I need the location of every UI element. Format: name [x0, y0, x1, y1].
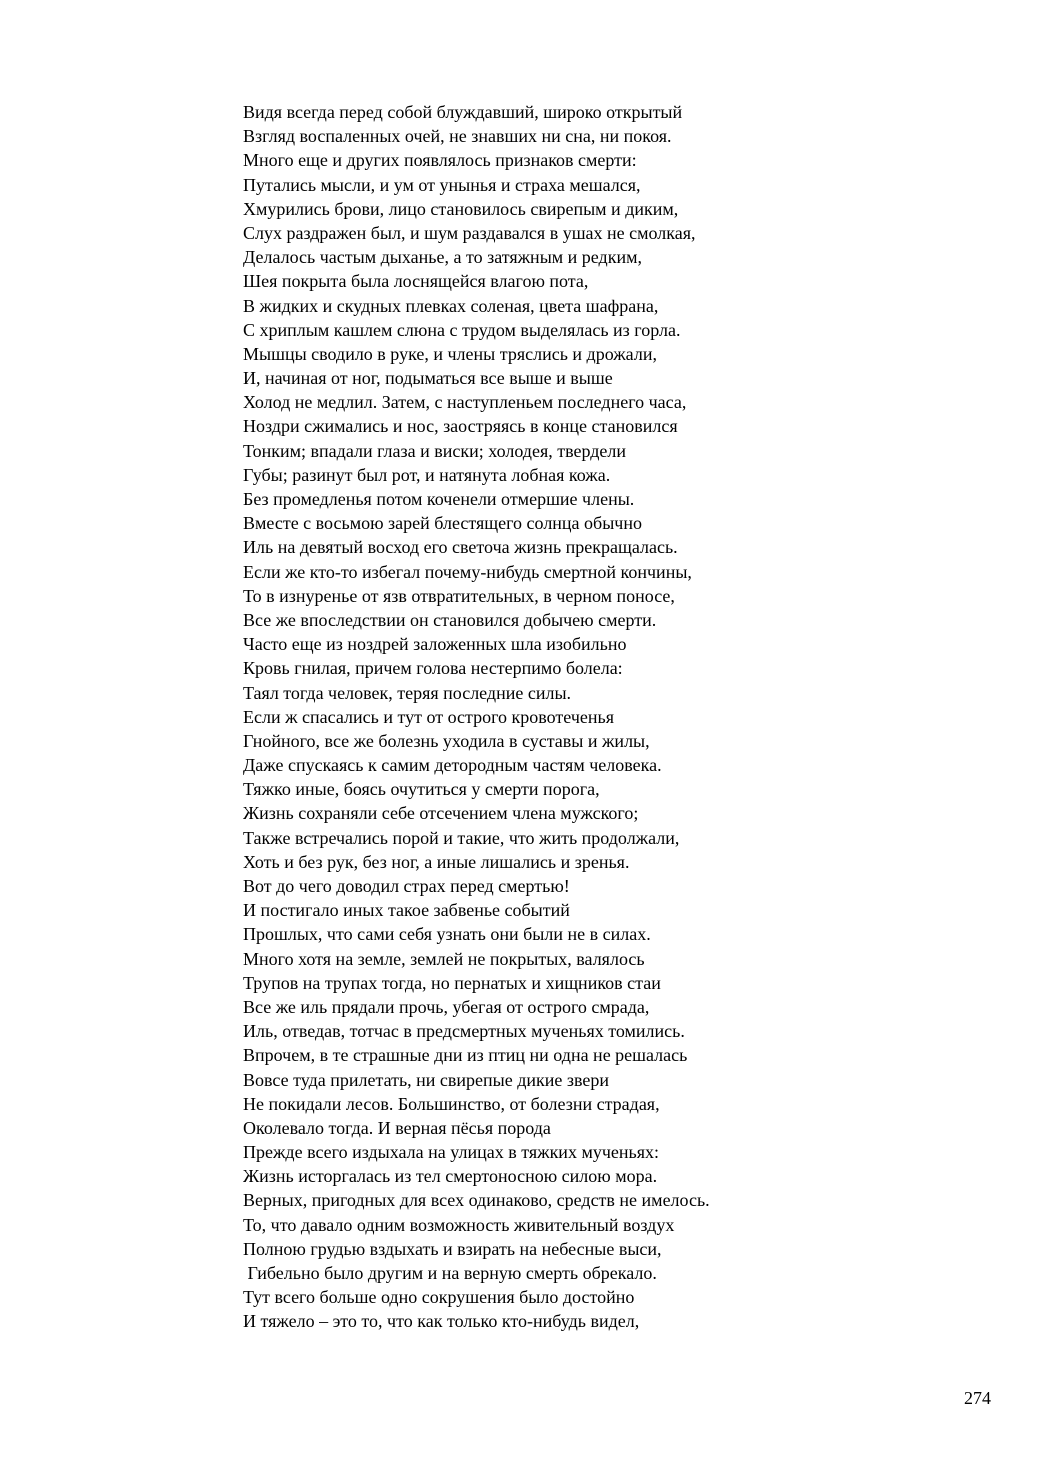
- poem-line: Вместе с восьмою зарей блестящего солнца обычно: [243, 513, 642, 534]
- poem-line: Тут всего больше одно сокрушения было достойно: [243, 1287, 635, 1308]
- poem-line: В жидких и скудных плевках соленая, цвета шафрана,: [243, 295, 659, 316]
- page-number: 274: [964, 1388, 991, 1408]
- poem-line: С хриплым кашлем слюна с трудом выделялась из горла.: [243, 319, 681, 340]
- poem-line: Много хотя на земле, землей не покрытых, валялось: [243, 948, 645, 969]
- poem-line: И, начиная от ног, подыматься все выше и выше: [243, 368, 613, 389]
- poem-line: Кровь гнилая, причем голова нестерпимо болела:: [243, 658, 623, 679]
- poem-line: Все же иль прядали прочь, убегая от острого смрада,: [243, 996, 650, 1017]
- poem-line: Иль, отведав, тотчас в предсмертных мученьях томились.: [243, 1021, 685, 1042]
- poem-line: Путались мысли, и ум от унынья и страха мешался,: [243, 174, 641, 195]
- poem-line: Слух раздражен был, и шум раздавался в ушах не смолкая,: [243, 222, 696, 243]
- poem-line: Тонким; впадали глаза и виски; холодея, твердели: [243, 440, 627, 461]
- poem-line: Если ж спасались и тут от острого кровотеченья: [243, 706, 614, 727]
- poem-line: Хмурились брови, лицо становилось свирепым и диким,: [243, 198, 679, 219]
- poem-line: Шея покрыта была лоснящейся влагою пота,: [243, 271, 589, 292]
- poem-line: Впрочем, в те страшные дни из птиц ни одна не решалась: [243, 1045, 688, 1066]
- poem-line: Полною грудью вздыхать и взирать на небесные выси,: [243, 1238, 662, 1259]
- poem-line: Вот до чего доводил страх перед смертью!: [243, 876, 570, 896]
- poem-line: Прошлых, что сами себя узнать они были не в силах.: [243, 924, 651, 945]
- poem-line: То в изнуренье от язв отвратительных, в черном поносе,: [243, 585, 675, 606]
- poem-line: Не покидали лесов. Большинство, от болезни страдая,: [243, 1093, 660, 1114]
- poem-line: И тяжело – это то, что как только кто-нибудь видел,: [243, 1311, 640, 1332]
- poem-line: Холод не медлил. Затем, с наступленьем последнего часа,: [243, 392, 687, 413]
- poem-line: И постигало иных такое забвенье событий: [243, 900, 570, 921]
- poem-line: Хоть и без рук, без ног, а иные лишались и зренья.: [243, 851, 630, 872]
- poem-line: Тяжко иные, боясь очутиться у смерти порога,: [243, 779, 600, 800]
- poem-line: Околевало тогда. И верная пёсья порода: [243, 1117, 551, 1138]
- poem-line: Взгляд воспаленных очей, не знавших ни сна, ни покоя.: [243, 126, 672, 147]
- poem-line: Также встречались порой и такие, что жить продолжали,: [243, 827, 680, 848]
- poem-line: Жизнь сохраняли себе отсечением члена мужского;: [243, 803, 639, 824]
- poem-line: Видя всегда перед собой блуждавший, широко открытый: [243, 102, 683, 122]
- poem-line: Если же кто-то избегал почему-нибудь смертной кончины,: [243, 561, 692, 582]
- poem-line: Гибельно было другим и на верную смерть обрекало.: [243, 1263, 657, 1283]
- poem-line: Даже спускаясь к самим детородным частям человека.: [243, 755, 662, 776]
- poem-line: Ноздри сжимались и нос, заостряясь в конце становился: [243, 416, 678, 437]
- poem-line: Жизнь исторгалась из тел смертоносною силою мора.: [243, 1166, 658, 1187]
- poem-line: Прежде всего издыхала на улицах в тяжких мученьях:: [243, 1142, 659, 1163]
- poem-line: То, что давало одним возможность живительный воздух: [243, 1214, 675, 1235]
- poem-text: [243, 100, 963, 1334]
- poem-line: Без промедленья потом коченели отмершие члены.: [243, 489, 635, 509]
- poem-line: Мышцы сводило в руке, и члены тряслись и дрожали,: [243, 343, 657, 364]
- poem-line: Все же впоследствии он становился добычею смерти.: [243, 609, 657, 630]
- poem-line: Делалось частым дыханье, а то затяжным и редким,: [243, 247, 642, 268]
- poem-line: Часто еще из ноздрей заложенных шла изобильно: [243, 634, 627, 655]
- poem-line: Трупов на трупах тогда, но пернатых и хищников стаи: [243, 972, 661, 993]
- poem-line: Губы; разинут был рот, и натянута лобная кожа.: [243, 464, 611, 485]
- poem-line: Много еще и других появлялось признаков смерти:: [243, 150, 637, 171]
- poem-line: Верных, пригодных для всех одинаково, средств не имелось.: [243, 1190, 710, 1211]
- poem-line: Иль на девятый восход его светоча жизнь прекращалась.: [243, 537, 678, 558]
- poem-line: Гнойного, все же болезнь уходила в суставы и жилы,: [243, 730, 650, 751]
- poem-line: Таял тогда человек, теряя последние силы.: [243, 682, 572, 703]
- poem-line: Вовсе туда прилетать, ни свирепые дикие звери: [243, 1069, 610, 1090]
